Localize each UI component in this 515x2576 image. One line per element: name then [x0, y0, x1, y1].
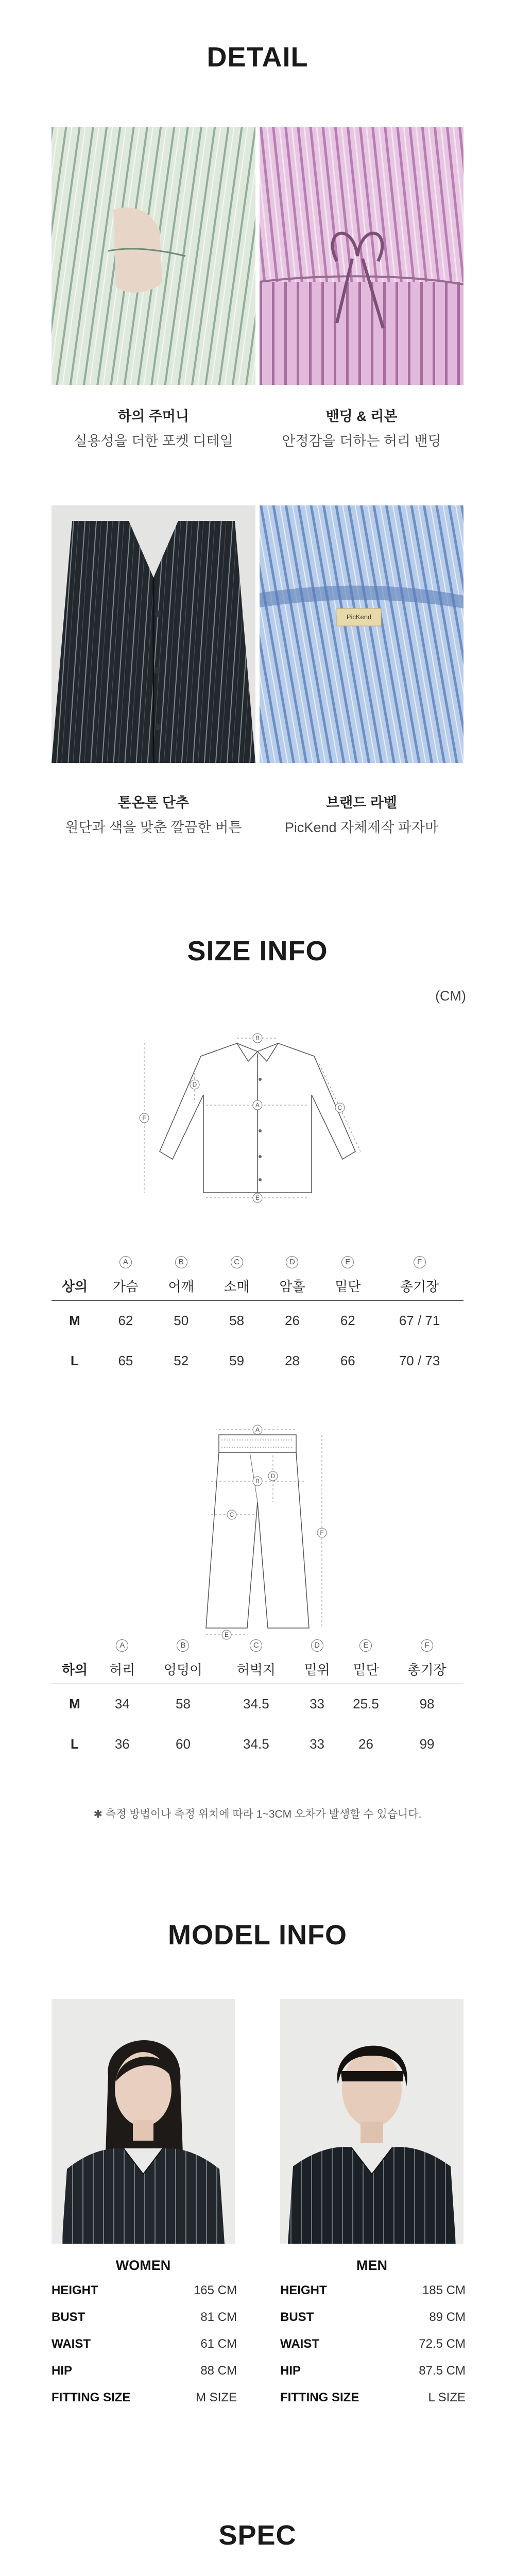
- table-cell: 98: [419, 1696, 435, 1711]
- table-header: 어깨: [153, 1272, 209, 1300]
- spec-row: [280, 2331, 466, 2358]
- spec-row: [52, 2304, 237, 2331]
- table-cell: L: [71, 1352, 79, 1368]
- spec-key: HEIGHT: [52, 2283, 98, 2297]
- model-spec-men: [280, 2277, 466, 2411]
- spec-title: SPEC: [218, 2520, 297, 2551]
- spec-row: [52, 2277, 237, 2304]
- shirt-diagram: [134, 1033, 381, 1203]
- measure-marker: B: [175, 1256, 187, 1268]
- table-cell: 34.5: [243, 1696, 269, 1711]
- measure-marker: C: [231, 1256, 243, 1268]
- spec-key: HIP: [52, 2364, 73, 2378]
- size-unit: (CM): [435, 988, 466, 1004]
- table-cell: M: [69, 1312, 80, 1328]
- spec-value: L SIZE: [428, 2391, 466, 2404]
- table-cell: 67 / 71: [399, 1312, 440, 1328]
- table-cell: 33: [310, 1696, 325, 1711]
- table-cell: 25.5: [353, 1696, 379, 1711]
- spec-key: HEIGHT: [280, 2283, 327, 2297]
- measure-marker: A: [116, 1639, 128, 1652]
- table-header-row: [52, 1272, 464, 1300]
- table-header: 암홀: [265, 1272, 320, 1300]
- svg-text:C: C: [337, 1104, 342, 1111]
- model-name-men: MEN: [356, 2258, 387, 2273]
- table-cell: 26: [284, 1312, 300, 1328]
- model-name-women: WOMEN: [115, 2258, 171, 2273]
- spec-row: [280, 2384, 466, 2411]
- svg-text:E: E: [255, 1194, 260, 1201]
- svg-text:C: C: [229, 1511, 234, 1518]
- svg-text:F: F: [320, 1529, 324, 1536]
- pants-diagram: [170, 1425, 345, 1641]
- spec-key: FITTING SIZE: [280, 2391, 359, 2404]
- table-header: 총기장: [390, 1655, 464, 1684]
- table-header: 밑위: [293, 1655, 341, 1684]
- svg-text:F: F: [142, 1114, 146, 1122]
- detail-photo-label: [260, 505, 464, 763]
- model-photo-men: [280, 1999, 464, 2244]
- detail-photo-pocket: [52, 127, 255, 385]
- table-cell: 62: [340, 1312, 355, 1328]
- detail-caption-desc: PicKend 자체제작 파자마: [284, 820, 439, 835]
- measure-marker: C: [250, 1639, 262, 1652]
- detail-caption-desc: 실용성을 더한 포켓 디테일: [74, 433, 233, 449]
- spec-value: 89 CM: [429, 2310, 466, 2324]
- top-size-table: [52, 1253, 464, 1381]
- svg-text:A: A: [255, 1426, 260, 1433]
- bottom-size-table: [52, 1636, 464, 1764]
- spec-row: [52, 2384, 237, 2411]
- measure-marker: B: [177, 1639, 189, 1652]
- table-header: 소매: [209, 1272, 265, 1300]
- table-row: [52, 1341, 464, 1381]
- table-row: [52, 1684, 464, 1724]
- table-header: 엉덩이: [147, 1655, 220, 1684]
- measure-marker: E: [341, 1256, 354, 1268]
- table-header: 총기장: [375, 1272, 464, 1300]
- table-row: [52, 1724, 464, 1764]
- detail-caption-title: 밴딩 & 리본: [325, 409, 398, 424]
- table-header: 하의: [52, 1655, 98, 1684]
- svg-text:B: B: [255, 1478, 260, 1485]
- measure-marker: E: [359, 1639, 372, 1652]
- svg-text:D: D: [270, 1472, 276, 1480]
- table-cell: 60: [176, 1736, 191, 1752]
- table-header-row: [52, 1655, 464, 1684]
- spec-key: HIP: [280, 2364, 301, 2378]
- spec-key: BUST: [280, 2310, 314, 2324]
- spec-value: 165 CM: [193, 2283, 237, 2297]
- detail-caption-title: 브랜드 라벨: [326, 795, 397, 810]
- spec-value: 185 CM: [422, 2283, 466, 2297]
- table-cell: 52: [174, 1352, 189, 1368]
- spec-row: [52, 2358, 237, 2384]
- spec-row: [280, 2277, 466, 2304]
- model-spec-women: [52, 2277, 237, 2411]
- detail-caption-title: 하의 주머니: [118, 409, 189, 424]
- detail-caption-title: 톤온톤 단추: [118, 795, 189, 810]
- spec-value: 88 CM: [200, 2364, 237, 2378]
- size-info-title: SIZE INFO: [187, 936, 328, 967]
- table-header: 가슴: [98, 1272, 153, 1300]
- table-cell: M: [69, 1696, 80, 1711]
- svg-text:B: B: [255, 1035, 260, 1042]
- table-header: 밑단: [341, 1655, 390, 1684]
- spec-key: FITTING SIZE: [52, 2391, 131, 2404]
- table-cell: 62: [118, 1312, 133, 1328]
- spec-value: 72.5 CM: [419, 2337, 466, 2351]
- svg-text:A: A: [255, 1101, 260, 1109]
- table-cell: L: [71, 1736, 79, 1752]
- measure-marker: A: [119, 1256, 132, 1268]
- table-cell: 34: [114, 1696, 130, 1711]
- measure-marker: D: [286, 1256, 298, 1268]
- spec-value: M SIZE: [195, 2391, 237, 2404]
- spec-value: 81 CM: [200, 2310, 237, 2324]
- table-cell: 34.5: [243, 1736, 269, 1752]
- table-cell: 50: [174, 1312, 189, 1328]
- measure-marker: F: [421, 1639, 433, 1652]
- spec-key: WAIST: [52, 2337, 91, 2351]
- table-cell: 28: [284, 1352, 300, 1368]
- spec-value: 87.5 CM: [419, 2364, 466, 2378]
- svg-text:D: D: [192, 1081, 197, 1088]
- model-info-title: MODEL INFO: [167, 1920, 347, 1951]
- svg-text:E: E: [224, 1631, 229, 1638]
- table-header: 허리: [98, 1655, 147, 1684]
- table-cell: 33: [310, 1736, 325, 1752]
- spec-key: BUST: [52, 2310, 85, 2324]
- detail-photo-buttons: [52, 505, 255, 763]
- table-cell: 66: [340, 1352, 355, 1368]
- measure-marker: F: [414, 1256, 426, 1268]
- table-cell: 58: [176, 1696, 191, 1711]
- table-row: [52, 1300, 464, 1341]
- table-cell: 58: [229, 1312, 245, 1328]
- table-cell: 36: [114, 1736, 130, 1752]
- measure-marker: D: [311, 1639, 323, 1652]
- table-header: 허벅지: [219, 1655, 293, 1684]
- detail-caption-desc: 안정감을 더하는 허리 밴딩: [282, 433, 441, 449]
- table-header: 상의: [52, 1272, 98, 1300]
- spec-row: [280, 2304, 466, 2331]
- table-cell: 65: [118, 1352, 133, 1368]
- detail-title: DETAIL: [207, 42, 308, 73]
- size-note: ✱ 측정 방법이나 측정 위치에 따라 1~3CM 오차가 발생할 수 있습니다.: [93, 1808, 422, 1820]
- spec-value: 61 CM: [200, 2337, 237, 2351]
- table-cell: 70 / 73: [399, 1352, 440, 1368]
- spec-key: WAIST: [280, 2337, 319, 2351]
- detail-photo-banding: [260, 127, 464, 385]
- table-cell: 26: [358, 1736, 373, 1752]
- spec-row: [280, 2358, 466, 2384]
- table-cell: 99: [419, 1736, 435, 1752]
- model-photo-women: [52, 1999, 235, 2244]
- spec-row: [52, 2331, 237, 2358]
- table-header: 밑단: [320, 1272, 375, 1300]
- table-cell: 59: [229, 1352, 245, 1368]
- detail-caption-desc: 원단과 색을 맞춘 깔끔한 버튼: [65, 820, 242, 835]
- brand-label-text: PicKend: [346, 613, 372, 621]
